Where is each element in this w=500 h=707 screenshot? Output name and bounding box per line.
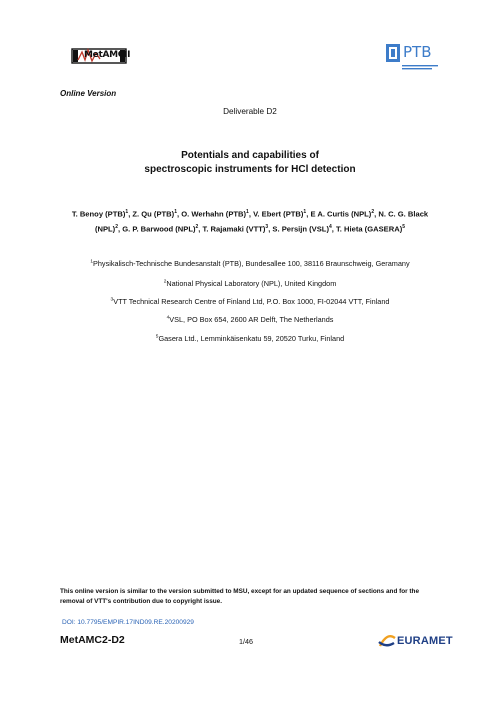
affiliation-marker: 2 [163, 279, 167, 285]
author-name: S. Persijn (VSL) [272, 224, 329, 234]
affiliation-marker: 1 [90, 259, 93, 265]
doi-link[interactable]: DOI: 10.7795/EMPIR.17IND09.RE.20200929 [62, 619, 194, 626]
author-line-2 [60, 221, 440, 236]
author-name: G. P. Barwood (NPL) [122, 224, 196, 234]
author-name: V. Ebert (PTB) [253, 209, 304, 219]
affiliation-text: Physikalisch-Technische Bundesanstalt (PTB), Bundesallee 100, 38116 Braunschweig, Geramany [93, 259, 410, 268]
author-affiliation-marker: 1 [246, 209, 249, 215]
affiliation-text: National Physical Laboratory (NPL), United Kingdom [166, 279, 337, 288]
author-separator: , [128, 209, 133, 219]
affiliation-5 [0, 334, 500, 343]
author-affiliation-marker: 1 [174, 209, 177, 215]
author-separator: , [306, 209, 311, 219]
affiliation-text: VTT Technical Research Centre of Finland Ltd, P.O. Box 1000, FI-02044 VTT, Finland [113, 297, 390, 306]
affiliation-marker: 3 [110, 297, 114, 303]
page-number: 1/46 [239, 637, 253, 646]
euramet-logo [377, 630, 453, 652]
author-affiliation-marker: 3 [265, 224, 269, 231]
author-affiliation-marker: 4 [328, 224, 332, 231]
author-name: N. C. G. Black [378, 209, 429, 219]
metamc-logo-text: MetAMCII [84, 50, 131, 60]
affiliation-3 [0, 297, 500, 306]
author-name: T. Rajamaki (VTT) [202, 224, 266, 234]
author-list [60, 206, 440, 236]
ptb-logo-text: PTB [403, 43, 432, 61]
author-separator: , [268, 224, 273, 234]
author-name: E A. Curtis (NPL) [310, 209, 372, 219]
author-separator: , [198, 224, 203, 234]
author-affiliation-marker: 5 [402, 224, 406, 231]
affiliation-2 [0, 279, 500, 288]
document-title [0, 149, 500, 177]
document-id: MetAMC2-D2 [60, 634, 125, 646]
deliverable-label: Deliverable D2 [223, 107, 277, 116]
affiliation-text: VSL, PO Box 654, 2600 AR Delft, The Netherlands [169, 315, 334, 324]
author-name: O. Werhahn (PTB) [181, 209, 247, 219]
author-affiliation-marker: 1 [125, 209, 129, 215]
euramet-logo-text: EURAMET [397, 635, 453, 647]
author-separator: , [248, 209, 254, 219]
affiliation-marker: 4 [166, 315, 170, 321]
title-line-2: spectroscopic instruments for HCl detection [144, 164, 356, 175]
author-affiliation-marker: 2 [195, 224, 199, 231]
author-separator: , [118, 224, 123, 234]
online-version-label: Online Version [60, 89, 117, 98]
title-line-1: Potentials and capabilities of [181, 150, 319, 161]
ptb-logo [385, 42, 439, 72]
author-affiliation-marker: 1 [303, 209, 307, 215]
author-separator: , [374, 209, 379, 219]
author-name: T. Hieta (GASERA) [335, 224, 403, 234]
author-name: T. Benoy (PTB) [71, 209, 126, 219]
affiliation-4 [0, 315, 500, 324]
author-separator: , [331, 224, 336, 234]
author-separator: , [176, 209, 182, 219]
affiliation-text: Gasera Ltd., Lemminkäisenkatu 59, 20520 Turku, Finland [158, 334, 345, 343]
affiliation-marker: 5 [155, 334, 159, 340]
affiliation-1 [0, 259, 500, 268]
author-affiliation-marker: 2 [115, 224, 118, 231]
author-line-1 [60, 206, 440, 221]
author-name: (NPL) [94, 224, 116, 234]
author-name: Z. Qu (PTB) [132, 209, 175, 219]
author-affiliation-marker: 2 [371, 209, 375, 215]
online-version-note: This online version is similar to the version submitted to MSU, except for an updated sequence of sections and for the removal of VTT's contribution due to copyright issue. [60, 588, 420, 605]
metamc-logo [70, 44, 131, 68]
